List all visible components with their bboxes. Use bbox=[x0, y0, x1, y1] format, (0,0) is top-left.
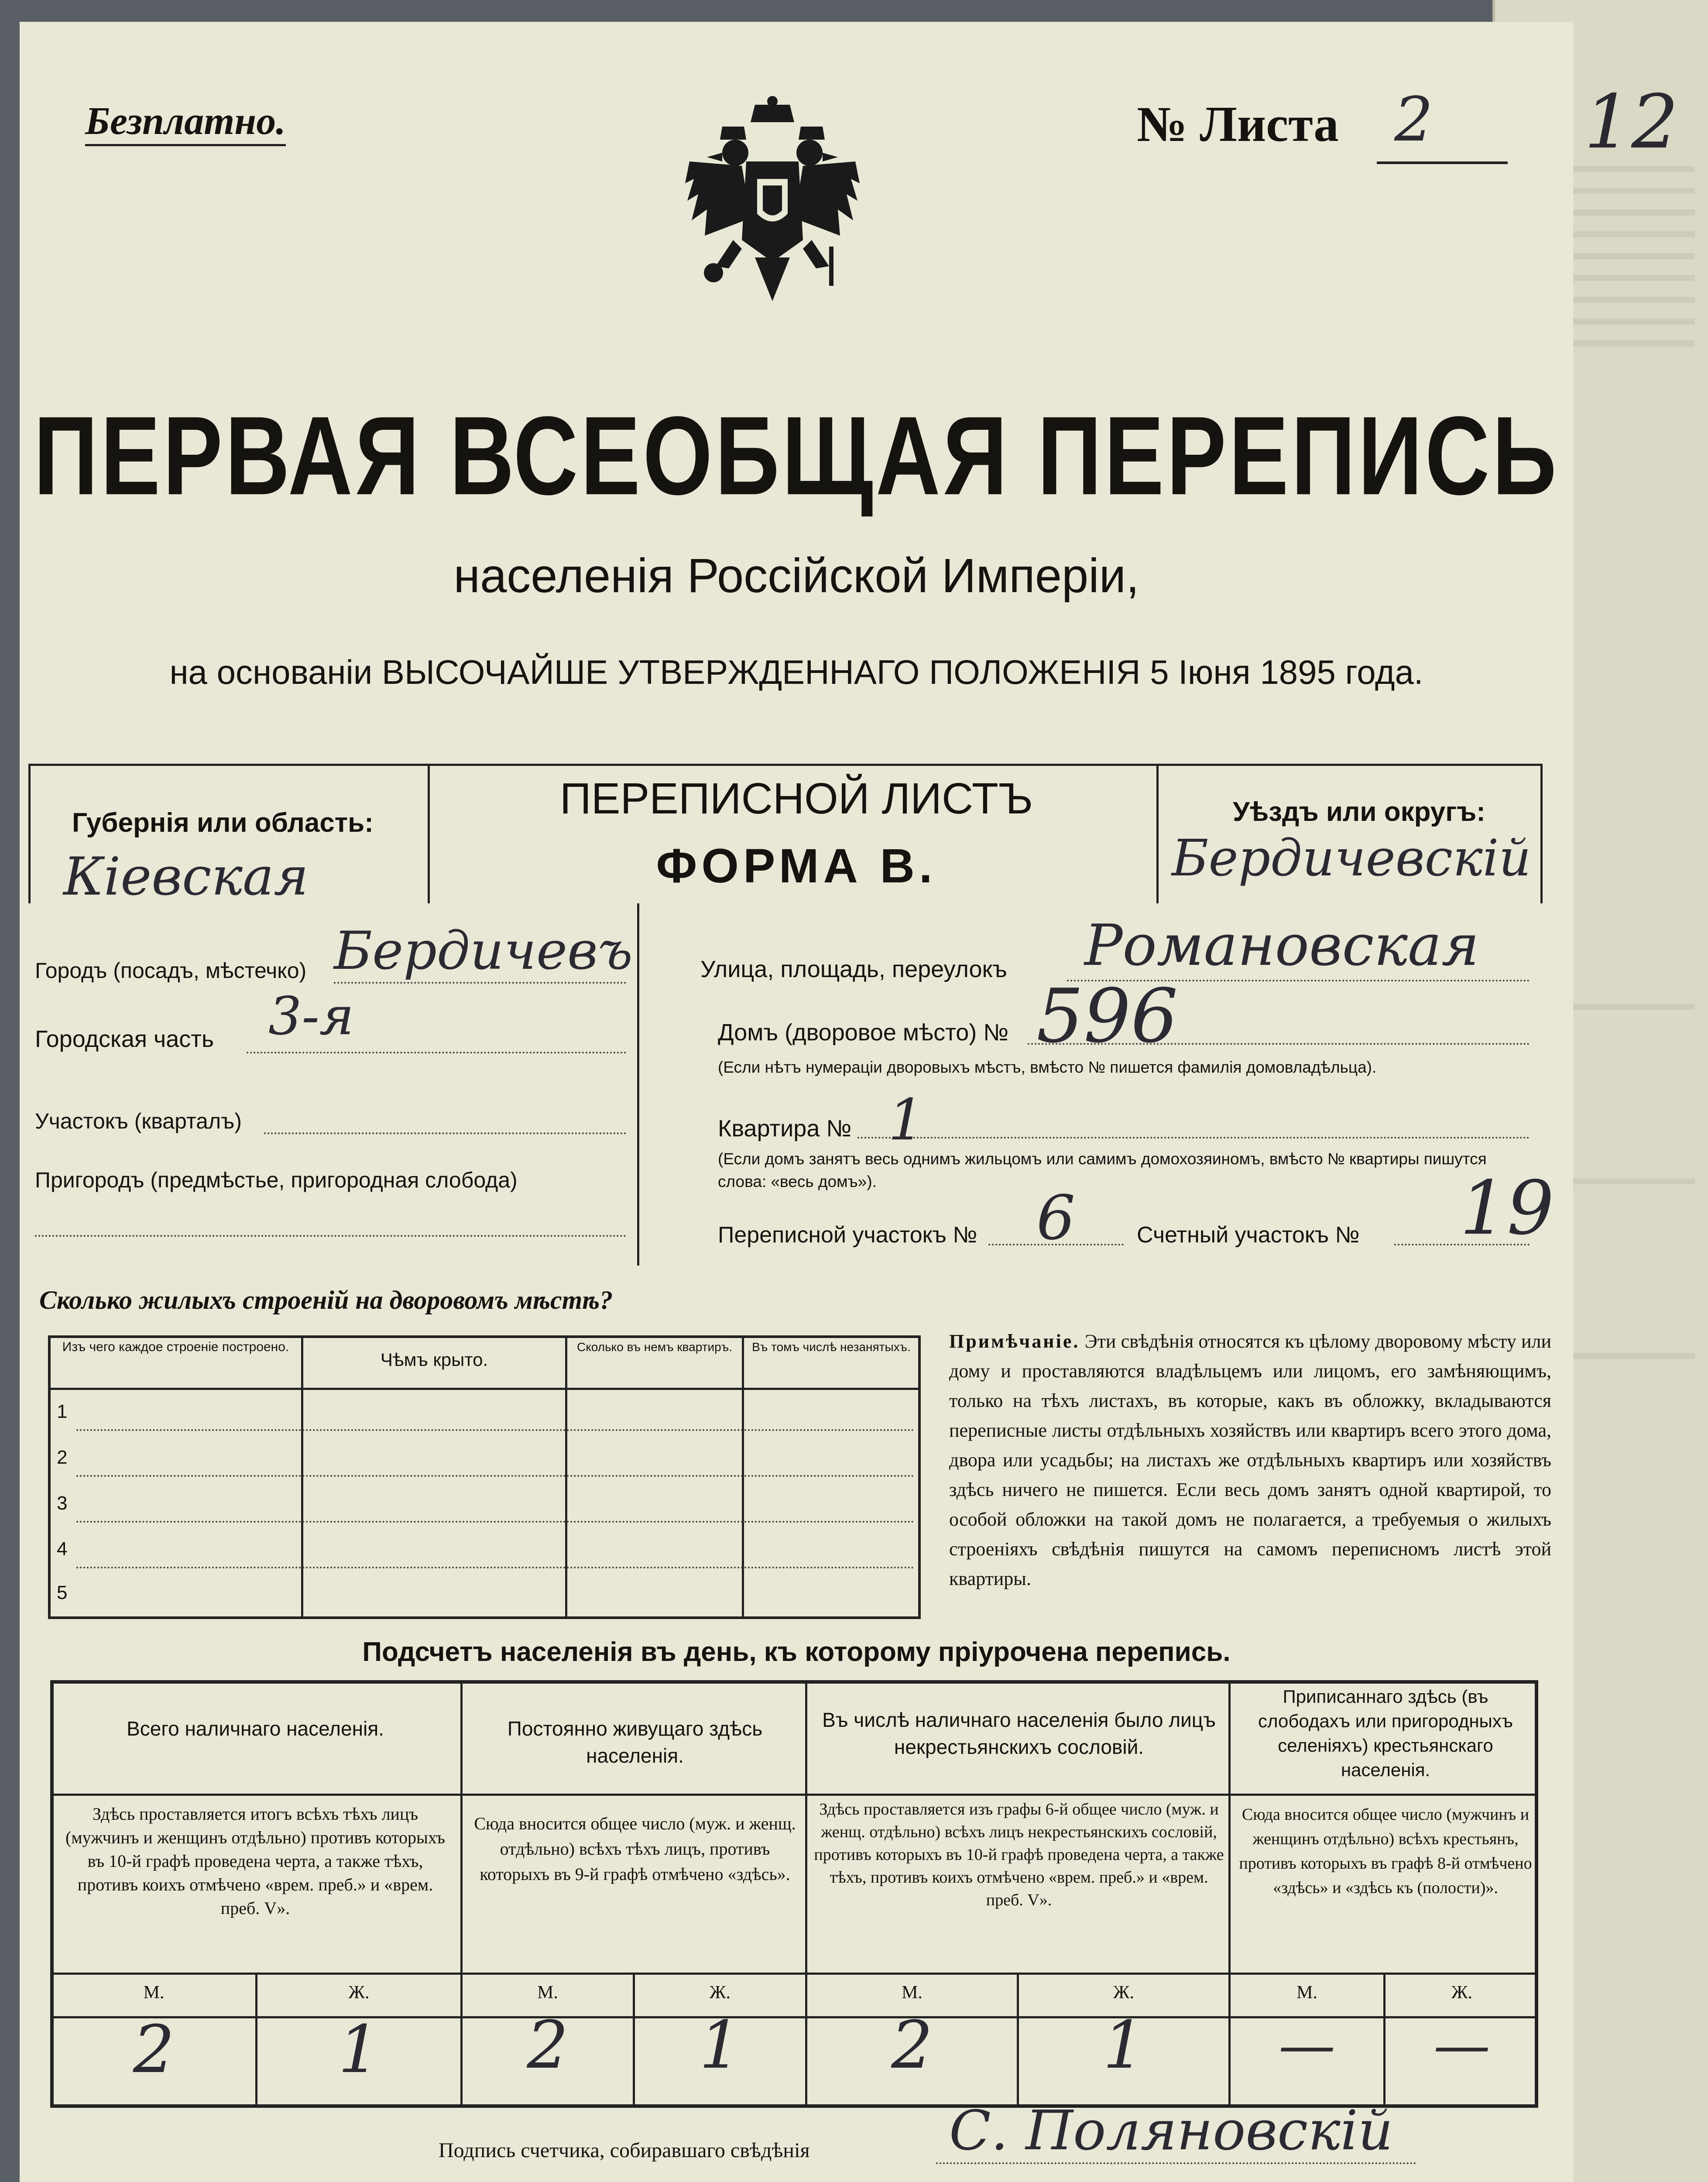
population-col4-desc: Сюда вносится общее число (мужчинъ и женщинъ отдѣльно) всѣхъ крестьянъ, противъ которыхъ въ графѣ 8-й отмѣчено «здѣсь» и «здѣсь къ (полости)». bbox=[1239, 1805, 1532, 1897]
district-value: Бердичевскій bbox=[1172, 829, 1531, 888]
legal-basis: на основаніи ВЫСОЧАЙШЕ УТВЕРЖДЕННАГО ПОЛОЖЕНІЯ 5 Іюня 1895 года. bbox=[169, 653, 1423, 691]
form-title-line1: ПЕРЕПИСНОЙ ЛИСТЪ bbox=[559, 774, 1033, 823]
population-col2-female-value: 1 bbox=[699, 2007, 741, 2083]
subtitle: населенія Россійской Имперіи, bbox=[453, 549, 1139, 603]
population-col3-header: Въ числѣ наличнаго населенія было лицъ некрестьянскихъ сословій. bbox=[822, 1709, 1216, 1758]
street-value: Романовская bbox=[1084, 912, 1479, 978]
buildings-row-number: 1 bbox=[57, 1401, 68, 1422]
buildings-table bbox=[48, 1335, 921, 1619]
apartment-label: Квартира № bbox=[718, 1115, 852, 1142]
population-col2-male-value: 2 bbox=[527, 2007, 569, 2083]
house-value: 596 bbox=[1036, 973, 1178, 1060]
population-col2-male-label: М. bbox=[537, 1983, 558, 2003]
house-note: (Если нѣтъ нумераціи дворовыхъ мѣстъ, вмѣсто № пишется фамилія домовладѣльца). bbox=[718, 1058, 1377, 1076]
note-text: Эти свѣдѣнія относятся къ цѣлому дворовому мѣсту или дому и проставляются владѣльцемъ или лицомъ, его замѣняющимъ, только на тѣхъ листахъ, въ которые, какъ въ обложку, вкладываются переписные листы отдѣльныхъ хозяйствъ или квартиръ всего этого дома, двора или усадьбы; на листахъ же отдѣльныхъ квартиръ или хозяйствъ здѣсь ничего не пишется. Если весь домъ занятъ одной квартирой, то особой обложки на такой домъ не полагается, а требуемыя о жилыхъ строеніяхъ свѣдѣнія пишутся на самомъ переписномъ листѣ этой квартиры. bbox=[949, 1331, 1552, 1589]
population-col4-male-label: М. bbox=[1296, 1983, 1317, 2003]
sheet-number-label: № Листа bbox=[1137, 96, 1339, 152]
population-col4-female-label: Ж. bbox=[1451, 1983, 1473, 2003]
free-label: Безплатно. bbox=[85, 98, 286, 146]
population-col3-female-value: 1 bbox=[1103, 2007, 1145, 2083]
population-col1-header: Всего наличнаго населенія. bbox=[127, 1717, 384, 1740]
suburb-label: Пригородъ (предмѣстье, пригородная слобода) bbox=[35, 1168, 518, 1192]
buildings-col-material: Изъ чего каждое строеніе построено. bbox=[62, 1340, 289, 1354]
double-headed-eagle-emblem bbox=[681, 96, 864, 314]
main-title: ПЕРВАЯ ВСЕОБЩАЯ ПЕРЕПИСЬ bbox=[34, 393, 1559, 518]
population-col1-female-label: Ж. bbox=[348, 1983, 370, 2003]
city-value: Бердичевъ bbox=[334, 921, 633, 981]
population-col4-header: Приписаннаго здѣсь (въ слободахъ или пригородныхъ селеніяхъ) крестьянскаго населенія. bbox=[1258, 1686, 1513, 1780]
house-label: Домъ (дворовое мѣсто) № bbox=[718, 1019, 1009, 1046]
count-district-label: Счетный участокъ № bbox=[1137, 1222, 1360, 1248]
form-title-line2: ФОРМА В. bbox=[656, 839, 937, 893]
population-col4-male-value: — bbox=[1279, 2012, 1335, 2078]
buildings-row-number: 5 bbox=[57, 1582, 68, 1603]
buildings-col-apartments: Сколько въ немъ квартиръ. bbox=[576, 1340, 733, 1354]
population-col2-header: Постоянно живущаго здѣсь населенія. bbox=[507, 1717, 763, 1767]
population-col3-male-value: 2 bbox=[891, 2007, 933, 2083]
sheet-number-value: 2 bbox=[1394, 84, 1434, 155]
population-col1-female-value: 1 bbox=[338, 2012, 380, 2088]
census-form-sheet bbox=[20, 22, 1679, 2182]
signature-value: С. Поляновскій bbox=[949, 2099, 1393, 2162]
form-header-top-rule bbox=[28, 764, 1543, 766]
apartment-note: (Если домъ занятъ весь однимъ жильцомъ или самимъ домохозяиномъ, вмѣсто № квартиры пишутся слова: «весь домъ»). bbox=[718, 1150, 1487, 1190]
population-col1-male-label: М. bbox=[143, 1983, 165, 2003]
quarter-label: Участокъ (кварталъ) bbox=[35, 1109, 242, 1133]
population-col2-desc: Сюда вносится общее число (муж. и женщ. отдѣльно) всѣхъ тѣхъ лицъ, противъ которыхъ въ 9-й графѣ отмѣчено «здѣсь». bbox=[474, 1814, 796, 1884]
census-district-label: Переписной участокъ № bbox=[718, 1222, 977, 1248]
population-title: Подсчетъ населенія въ день, къ которому пріурочена перепись. bbox=[362, 1637, 1231, 1667]
sheet-number-underline bbox=[1377, 161, 1508, 164]
census-district-value: 6 bbox=[1036, 1183, 1076, 1254]
buildings-row-number: 2 bbox=[57, 1447, 68, 1468]
signature-label: Подпись счетчика, собиравшаго свѣдѣнія bbox=[439, 2139, 810, 2162]
count-district-value: 19 bbox=[1460, 1165, 1554, 1252]
district-label: Уѣздъ или округъ: bbox=[1233, 797, 1485, 827]
population-col1-male-value: 2 bbox=[133, 2012, 175, 2088]
corner-number: 12 bbox=[1584, 79, 1679, 165]
buildings-question: Сколько жилыхъ строеній на дворовомъ мѣстѣ? bbox=[39, 1286, 613, 1314]
province-label: Губернія или область: bbox=[72, 808, 374, 838]
city-label: Городъ (посадъ, мѣстечко) bbox=[35, 958, 307, 983]
eagle-icon bbox=[681, 96, 864, 314]
population-col1-desc: Здѣсь проставляется итогъ всѣхъ тѣхъ лицъ (мужчинъ и женщинъ отдѣльно) противъ которыхъ въ 10-й графѣ проведена черта, а также тѣхъ, противъ коихъ отмѣчено «врем. преб.» и «врем. преб. V». bbox=[65, 1804, 445, 1918]
buildings-row-number: 3 bbox=[57, 1492, 68, 1514]
city-part-value: 3-я bbox=[268, 986, 354, 1047]
buildings-note bbox=[949, 1327, 1551, 1594]
buildings-col-roof: Чѣмъ крыто. bbox=[380, 1349, 488, 1370]
population-col3-desc: Здѣсь проставляется изъ графы 6-й общее число (муж. и женщ. отдѣльно) всѣхъ лицъ некрестьянскихъ сословій, противъ которыхъ въ 10-й графѣ проведена черта, а также тѣхъ, противъ коихъ отмѣчено «врем. преб.» и «врем. преб. V». bbox=[814, 1800, 1224, 1909]
province-value: Кіевская bbox=[63, 847, 309, 907]
population-col3-male-label: М. bbox=[902, 1983, 923, 2003]
note-title: Примѣчаніе. bbox=[949, 1331, 1080, 1352]
address-divider bbox=[637, 903, 639, 1266]
apartment-value: 1 bbox=[888, 1087, 924, 1153]
buildings-col-vacant: Въ томъ числѣ незанятыхъ. bbox=[752, 1340, 911, 1354]
city-part-label: Городская часть bbox=[35, 1026, 214, 1052]
population-col2-female-label: Ж. bbox=[709, 1983, 731, 2003]
population-col3-female-label: Ж. bbox=[1113, 1983, 1135, 2003]
buildings-row-number: 4 bbox=[57, 1538, 68, 1560]
street-label: Улица, площадь, переулокъ bbox=[700, 956, 1007, 982]
population-col4-female-value: — bbox=[1434, 2012, 1490, 2078]
